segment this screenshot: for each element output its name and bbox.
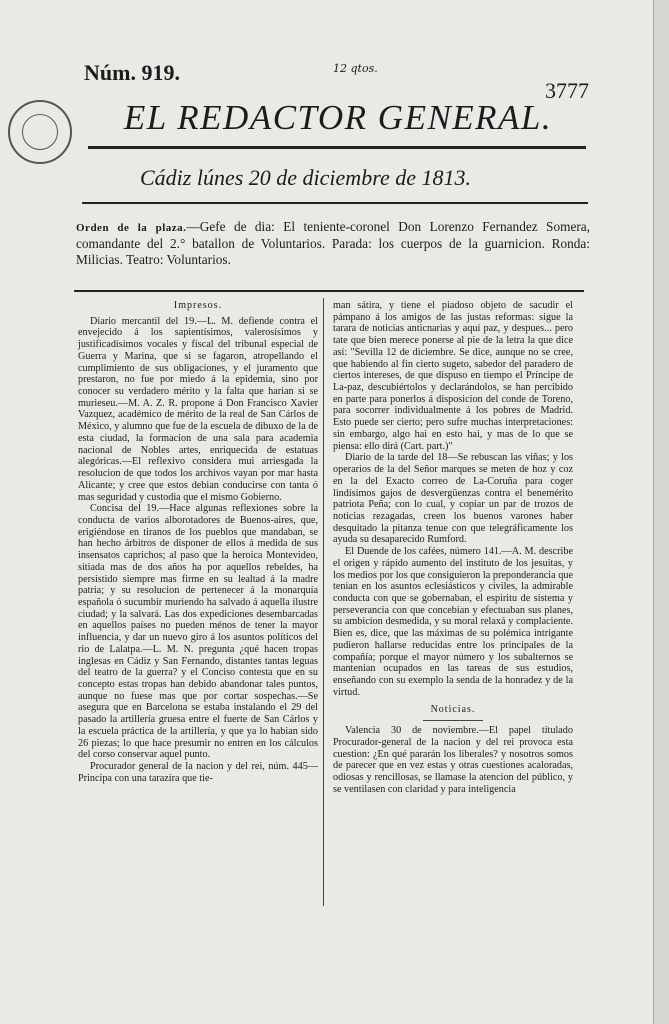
noticias-rule [423,720,483,721]
library-stamp-icon [8,100,72,164]
article-paragraph: Concisa del 19.—Hace algunas reflexiones sobre la conducta de varios alborotadores de Buenos-aires, que, erigiéndose en tiranos de los pueblos que mandaban, se han hecho árbitros de disponer de ellos á medida de sus insensatos caprichos; al paso que la heroica Montevideo, sitiada mas de dos años ha por aquellos rebeldes, ha persistido siempre mas firme en su lealtad á la madre patria; y su resolucion de pertenecer á la monarquía española ó sucumbir muriendo ha salvado á aquella ilustre ciudad; y la salvará. Las dos expediciones desembarcadas en aquellos países no pueden ménos de tener la mayor influencia, y dar un nuevo giro á los asuntos políticos del rio de Lalatpa.—L. M. N. pregunta ¿qué hacen tropas inglesas en Cádiz y San Fernando, distantes tantas leguas del teatro de la guerra? y el Conciso contesta que en su concepto estas tropas han debido abandonar tales puntos, aunque no fuese mas que por cortar sospechas.—Se asegura que en Barcelona se estaba instalando el 29 del pasado la artillería gruesa entre el fuerte de San Cárlos y la escuela práctica de la artillería, y que ya lo habian sido 26 piezas; lo que hace presumir no entren en los cálculos del corso conservar aquel punto. [78,503,318,761]
right-column [333,300,573,795]
orden-text: —Gefe de dia: El teniente-coronel Don Lorenzo Fernandez Somera, comandante del 2.° batallon de Voluntarios. Parada: los cuerpos de la guarnicion. Ronda: Milicias. Teatro: Voluntarios. [76,219,591,267]
article-paragraph: Diario mercantil del 19.—L. M. defiende contra el envejecido á los sapientísimos, valerosísimos y justificadísimos vocales y fiscal del tribunal especial de Guerra y Marina, que si se fagaron, atropellando el cumplimiento de sus obligaciones, y el juramento que prestaron, no fue por miedo á la epidemia, sino por conocer su verdadero mérito y la falta que harian si se murieseu.—M. A. Z. R. propone á Don Francisco Xavier Vazquez, académico de mérito de la real de San Cárlos de México, y alumno que fue de la escuela de dibuxo de la de esta ciudad, la formacion de una sala para academia nacional de Nobles artes, enriquecida de estatuas alegóricas.—El reflexivo considera mui arriesgada la resolucion de que todos los archivos vayan por mar hasta Alicante; y cree que estos debian conducirse con tanta ó mas seguridad y custodia que el mismo Gobierno. [78,315,318,503]
column-divider [323,298,324,906]
issue-number: Núm. 919. [84,60,180,85]
page-edge [653,0,669,1024]
dateline-rule [82,202,588,204]
impresos-heading: Impresos. [173,300,223,311]
catalog-mark: 3777 [545,78,589,103]
left-column [78,300,318,784]
article-paragraph: Diario de la tarde del 18—Se rebuscan las viñas; y los operarios de la del Señor marques se meten de hoz y coz en la del Exacto correo de La-Coruña para coger lindísimos gajos de desvergüenzas contra el benemérito patriota Peña; con lo cual, y copiar un par de trozos de noticias rezagadas, creen los buenos varones haber desquitado la pitanza tenue con que telegráficamente los ayuda su desaparecido Rumford. [333,452,573,546]
section-rule [74,290,584,292]
article-paragraph: Procurador general de la nacion y del rei, núm. 445—Principa con una tarazira que tie- [78,761,318,784]
price: 12 qtos. [333,62,378,75]
masthead-rule [88,146,586,149]
orden-label: Orden de la plaza. [76,222,187,234]
article-paragraph: El Duende de los cafées, número 141.—A. M. describe el origen y rápido aumento del instituto de los jesuitas, y los medios por los que consiguieron la preponderancia que tenian en los asuntos eclesiásticos y civiles, la admirable conducta con que se gobernaban, el espíritu de sistema y perseverancia con que concebian y efectuaban sus planes, su ambicion desmedida, y su moral relaxá y complaciente. Bien es, dice, que las máximas de su polémica intrigante pudieron hallarse reducidas entre los principales de la compañía; porque el mayor número y los subalternos se mantenian ocupados en las tareas de sus estudios, enseñando con su exemplo la senda de la honradez y de la virtud. [333,546,573,698]
article-paragraph: man sátira, y tiene el piadoso objeto de sacudir el pámpano á los amigos de las justas reformas: sigue la tarara de noticias anticnarias y aquí paz, y despues... pero tate que bien merece ponerse al pie de la letra la que dice así: "Sevilla 12 de diciembre. Se dice, aunque no se cree, que habiendo al fin cierto sugeto, sabedor del paradero de ciertos intereses, de que dispuso en tiempo el Príncipe de La-paz, descubiértolos y declarándolos, se han percibido en parte para ponerlos á disposicion del conde de Toreno, para socorrer individualmente á los pobres de Madrid. Esto puede ser cierto; pero sufre muchas interpretaciones: sin embargo, algo hai en esto hai, y mas de lo que se piensa: ello dirá (Cart. part.)" [333,300,573,452]
dateline: Cádiz lúnes 20 de diciembre de 1813. [140,165,471,190]
orden-de-la-plaza [76,219,590,268]
noticias-heading: Noticias. [430,704,476,716]
article-paragraph: Valencia 30 de noviembre.—El papel titulado Procurador-general de la nacion y del rei provoca esta cuestion: ¿En qué pararán los liberales? y nosotros somos de parecer que en vez estas y otras cuestiones acaloradas, odiosas y rencillosas, se llamase la atencion del público, y se ventilasen con claridad y para inteligencia [333,725,573,795]
masthead-title: EL REDACTOR GENERAL. [123,98,553,137]
